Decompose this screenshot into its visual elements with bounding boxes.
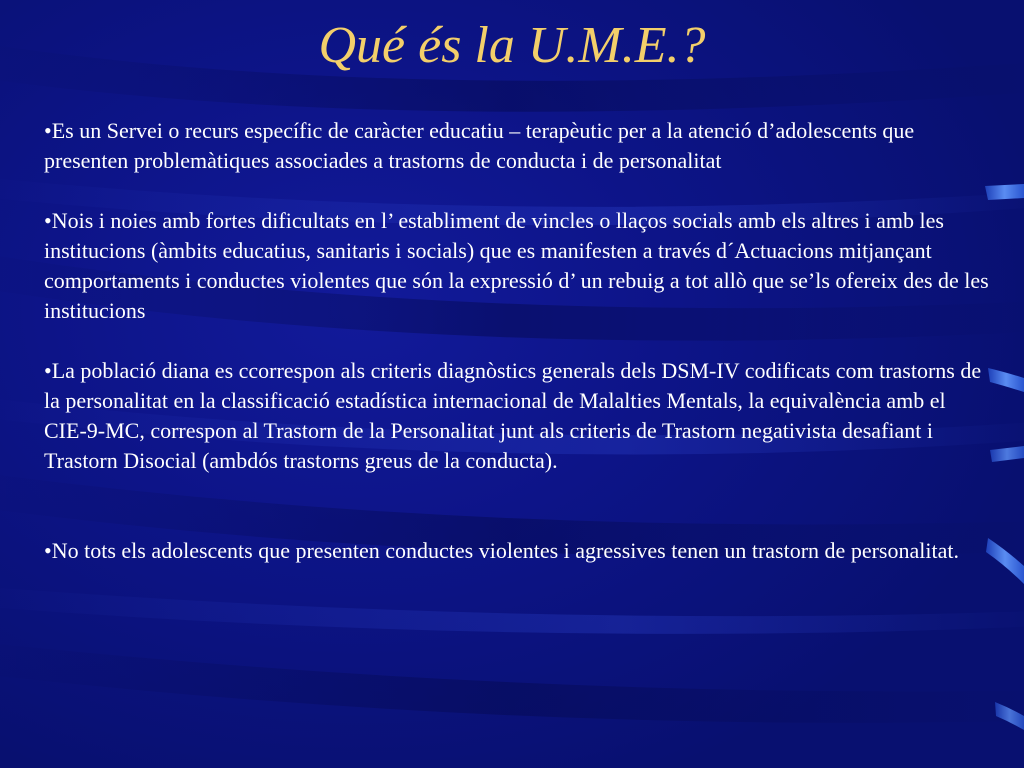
slide-title: Qué és la U.M.E.? bbox=[318, 17, 706, 74]
edge-streak bbox=[988, 368, 1024, 392]
streak-dark bbox=[0, 640, 1024, 723]
edge-streak bbox=[990, 446, 1024, 462]
bullet-paragraph: •Es un Servei o recurs específic de caràcter educatiu – terapèutic per a la atenció d’adolescents que presenten problemàtiques associades a trastorns de conducta i de personalitat bbox=[44, 118, 915, 173]
bullet-paragraph: •No tots els adolescents que presenten conductes violentes i agressives tenen un trastorn de personalitat. bbox=[44, 538, 959, 563]
slide-body bbox=[44, 116, 992, 596]
bullet-paragraph: •La població diana es ccorrespon als criteris diagnòstics generals dels DSM-IV codificats com trastorns de la personalitat en la classificació estadística internacional de Malalties Mentals, la equivalència amb el CIE-9-MC, correspon al Trastorn de la Personalitat junt als criteris de Trastorn negativista desafiant i Trastorn Disocial (ambdós trastorns greus de la conducta). bbox=[44, 358, 982, 473]
bullet-paragraph: •Nois i noies amb fortes dificultats en l’ establiment de vincles o llaços socials amb els altres i amb les institucions (àmbits educatius, sanitaris i socials) que es manifesten a través d´Actuacions mitjançant comportaments i conductes violentes que són la expressió d’ un rebuig a tot allò que se’ls ofereix des de les institucions bbox=[44, 208, 989, 323]
